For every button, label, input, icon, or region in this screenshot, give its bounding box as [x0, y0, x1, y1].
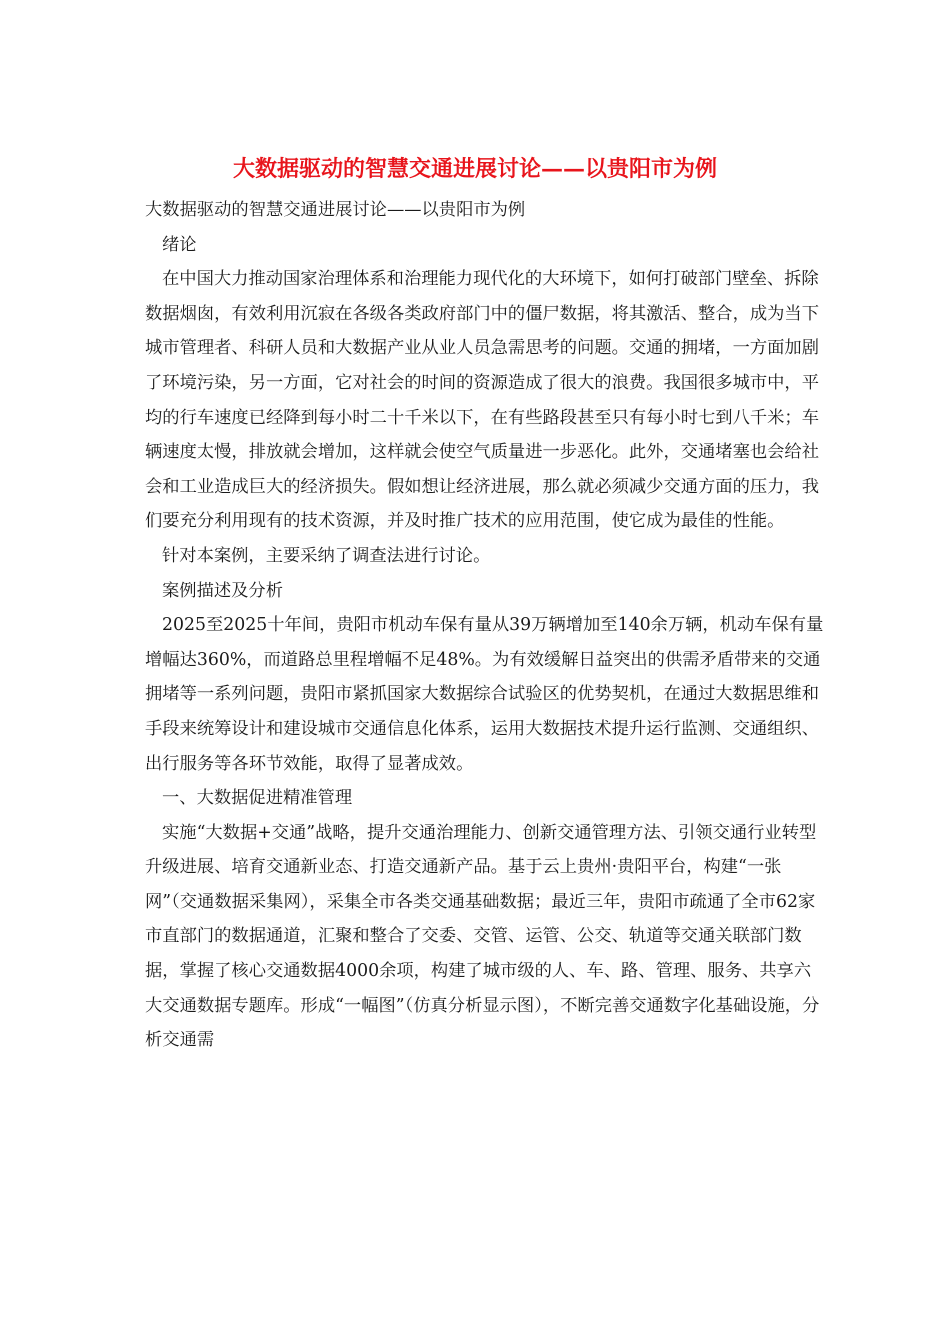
document-title: 大数据驱动的智慧交通进展讨论——以贵阳市为例	[232, 156, 717, 182]
section-heading-introduction: 绪论	[162, 234, 197, 255]
method-paragraph: 针对本案例，主要采纳了调查法进行讨论。	[162, 545, 491, 566]
case-paragraph: 2025至2025十年间，贵阳市机动车保有量从39万辆增加至140余万辆，机动车保有量增幅达360%，而道路总里程增幅不足48%。为有效缓解日益突出的供需矛盾带来的交通拥堵等一系列问题，贵阳市紧抓国家大数据综合试验区的优势契机，在通过大数据思维和手段来统筹设计和建设城市交通信息化体系，运用大数据技术提升运行监测、交通组织、出行服务等各环节效能，取得了显著成效。	[145, 615, 824, 774]
precise-management-paragraph: 实施“大数据+交通”战略，提升交通治理能力、创新交通管理方法、引领交通行业转型升级进展、培育交通新业态、打造交通新产品。基于云上贵州·贵阳平台，构建“一张网”（交通数据采集网），采集全市各类交通基础数据；最近三年，贵阳市疏通了全市62家市直部门的数据通道，汇聚和整合了交委、交管、运管、公交、轨道等交通关联部门数据，掌握了核心交通数据4000余项，构建了城市级的人、车、路、管理、服务、共享六大交通数据专题库。形成“一幅图”（仿真分析显示图），不断完善交通数字化基础设施，分析交通需	[145, 822, 820, 1051]
section-heading-case: 案例描述及分析	[162, 580, 283, 601]
document-body	[145, 193, 825, 1058]
section-heading-precise-management: 一、大数据促进精准管理	[162, 788, 353, 809]
subtitle-paragraph: 大数据驱动的智慧交通进展讨论——以贵阳市为例	[145, 200, 526, 220]
introduction-paragraph: 在中国大力推动国家治理体系和治理能力现代化的大环境下，如何打破部门壁垒、拆除数据烟囱，有效利用沉寂在各级各类政府部门中的僵尸数据，将其激活、整合，成为当下城市管理者、科研人员和大数据产业从业人员急需思考的问题。交通的拥堵，一方面加剧了环境污染，另一方面，它对社会的时间的资源造成了很大的浪费。我国很多城市中，平均的行车速度已经降到每小时二十千米以下，在有些路段甚至只有每小时七到八千米；车辆速度太慢，排放就会增加，这样就会使空气质量进一步恶化。此外，交通堵塞也会给社会和工业造成巨大的经济损失。假如想让经济进展，那么就必须减少交通方面的压力，我们要充分利用现有的技术资源，并及时推广技术的应用范围，使它成为最佳的性能。	[145, 269, 819, 532]
